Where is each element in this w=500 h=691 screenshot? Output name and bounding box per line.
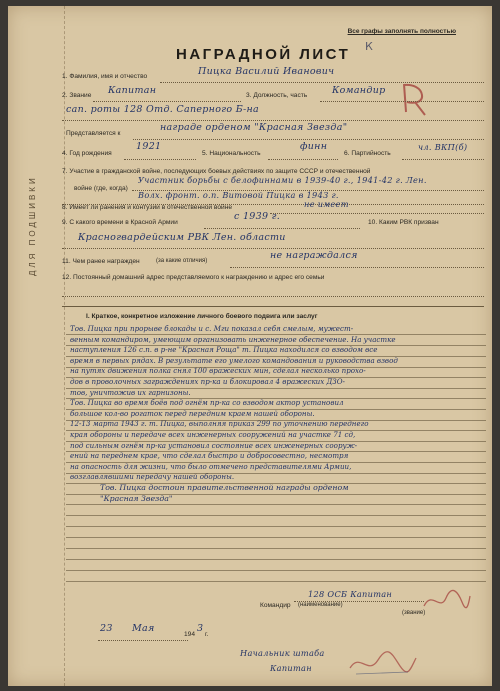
field-1-label: 1. Фамилия, имя и отчество	[62, 73, 148, 80]
field-11-line	[230, 267, 484, 268]
page-title: НАГРАДНОЙ ЛИСТ	[176, 46, 351, 63]
commander-label: Командир	[260, 602, 291, 609]
field-9-line	[204, 228, 360, 229]
ruled-line	[66, 515, 486, 516]
field-10-label: 10. Каким РВК призван	[368, 219, 439, 226]
field-2-line	[93, 101, 241, 102]
field-5-label: 5. Национальность	[202, 150, 261, 157]
date-day: 23	[100, 623, 113, 634]
field-1-value: Пицка Василий Иванович	[198, 66, 335, 77]
presented-line	[133, 139, 484, 140]
commander-signature-icon	[422, 588, 472, 614]
narrative-line: на путях движения полка снял 100 вражеских мин, сделал несколько прохо-	[70, 366, 366, 376]
field-5-line	[268, 159, 338, 160]
narrative-line: время в первых рядах. В результате его умелого командования и руководства взвод	[70, 355, 398, 365]
ruled-line	[66, 559, 486, 560]
date-month: Мая	[132, 623, 155, 634]
commander-hint: (наименование)	[298, 602, 343, 608]
field-2-value: Капитан	[108, 85, 157, 96]
narrative-line: на опасность для жизни, что было отмечено представителями Армии,	[70, 461, 352, 471]
date-line	[98, 640, 188, 641]
narrative-line: "Красная Звезда"	[100, 493, 173, 503]
ruled-line	[66, 537, 486, 538]
field-6-value: чл. ВКП(б)	[418, 142, 468, 152]
field-7-label: 7. Участие в гражданской войне, последующих боевых действиях по защите СССР и отечественной	[62, 168, 371, 175]
field-8-line	[270, 213, 484, 214]
presented-label: Представляется к	[66, 130, 121, 137]
narrative-line: большое кол-во рогаток перед передним краем нашей обороны.	[70, 408, 315, 418]
field-12-line	[62, 296, 484, 297]
narrative-line: венным командиром, умеющим организовать инженерное обеспечение. На участке	[70, 334, 396, 344]
narrative-line: под сильным огнём пр-ка установил состояние всех инженерных сооруж-	[70, 440, 358, 450]
field-11-label: 11. Чем ранее награжден	[62, 258, 140, 265]
ruled-line	[66, 548, 486, 549]
field-5-value: финн	[300, 141, 328, 152]
commander-value: 128 ОСБ Капитан	[308, 589, 393, 599]
field-4-line	[124, 159, 196, 160]
field-9-label: 9. С какого времени в Красной Армии	[62, 219, 178, 226]
ruled-line	[66, 504, 486, 505]
field-7-label-b: войне (где, когда)	[74, 185, 128, 192]
section-divider	[62, 306, 484, 307]
field-3-line	[320, 101, 484, 102]
field-8-label: 8. Имеет ли ранения и контузии в отечественной войне	[62, 204, 233, 211]
narrative-line: наступления 126 с.п. в р-не "Красная Роща" т. Пицка находился со взводом все	[70, 345, 378, 355]
field-7-value-a: Участник борьбы с белофиннами в 1939-40 г., 1941-42 г. Лен.	[138, 175, 427, 185]
rank-hint: (звание)	[402, 610, 426, 616]
ruled-line	[66, 526, 486, 527]
field-11-hint: (за какие отличия)	[156, 258, 208, 264]
narrative-line: Тов. Пицка достоин правительственной награды орденом	[100, 482, 349, 492]
field-8-value: не имеет	[304, 199, 349, 209]
narrative-line: тов, уничтожив их гарнизоны.	[70, 387, 191, 397]
ruled-line	[66, 409, 486, 410]
ruled-line	[66, 388, 486, 389]
field-3-value-a: Командир	[332, 85, 386, 96]
ruled-line	[66, 377, 486, 378]
date-year-print: 194	[184, 631, 196, 638]
ruled-line	[66, 494, 486, 495]
narrative-line: Тов. Пицка во время боёв под огнём пр-ка со взводом актор установил	[70, 398, 344, 408]
field-7-value-b: Волх. фронт. о.п. Витовой Пицка в 1943 г.	[138, 190, 339, 200]
ruled-line	[66, 334, 486, 335]
date-suffix: г.	[205, 631, 209, 638]
ruled-line	[66, 367, 486, 368]
ruled-line	[66, 451, 486, 452]
field-4-label: 4. Год рождения	[62, 150, 112, 157]
award-sheet	[8, 6, 492, 686]
chief-line-1: Начальник штаба	[240, 648, 325, 658]
field-12-label: 12. Постоянный домашний адрес представляемого к награждению и адрес его семьи	[62, 274, 325, 281]
field-2-label: 2. Звание	[62, 92, 92, 99]
commander-line	[294, 601, 424, 602]
narrative-line: 12-13 марта 1943 г. т. Пицка, выполняя приказ 299 по уточнению переднего	[70, 419, 369, 429]
ruled-line	[66, 356, 486, 357]
field-3-label: 3. Должность, часть	[246, 92, 308, 99]
ruled-line	[66, 473, 486, 474]
ruled-line	[66, 462, 486, 463]
field-10-value: Красногвардейским РВК Лен. области	[78, 232, 286, 243]
ruled-line	[66, 483, 486, 484]
field-3-value-b: сап. роты 128 Отд. Саперного Б-на	[66, 104, 260, 115]
field-11-value: не награждался	[270, 250, 358, 261]
header-note: Все графы заполнять полностью	[347, 28, 456, 35]
chief-line-2: Капитан	[270, 663, 312, 673]
ruled-line	[66, 441, 486, 442]
presented-value: награде орденом "Красная Звезда"	[160, 122, 348, 133]
field-10-line	[62, 248, 484, 249]
ruled-line	[66, 570, 486, 571]
field-4-value: 1921	[136, 141, 162, 152]
ruled-line	[66, 345, 486, 346]
narrative-line: ений на переднем крае, что сделал быстро и добросовестно, несмотря	[70, 451, 349, 461]
ruled-line	[66, 430, 486, 431]
ruled-line	[66, 398, 486, 399]
narrative-line: возглавлявшими передачу нашей обороны.	[70, 472, 235, 482]
title-pencil-mark: К	[365, 40, 373, 53]
ruled-line	[66, 420, 486, 421]
binding-strip	[8, 6, 65, 686]
red-pencil-mark-icon	[401, 82, 427, 116]
section-heading: I. Краткое, конкретное изложение личного боевого подвига или заслуг	[86, 313, 318, 320]
narrative-block	[70, 324, 482, 504]
field-6-line	[402, 159, 484, 160]
field-1-line	[160, 82, 484, 83]
field-3b-line	[62, 120, 484, 121]
binding-label: ДЛЯ ПОДШИВКИ	[28, 175, 37, 276]
narrative-line: края обороны и передаче всех инженерных сооружений на участке 71 сд,	[70, 429, 356, 439]
chief-signature-icon	[348, 648, 418, 678]
date-year-hand: 3	[197, 623, 204, 634]
narrative-line: Тов. Пицка при прорыве блокады и с. Мги показал себя смелым, мужест-	[70, 324, 354, 333]
ruled-line	[66, 581, 486, 582]
field-6-label: 6. Партийность	[344, 150, 391, 157]
narrative-line: дов в проволочных заграждениях пр-ка и блокировал 4 вражеских ДЗО-	[70, 376, 345, 386]
field-9-value: с 1939 г.	[234, 211, 281, 222]
